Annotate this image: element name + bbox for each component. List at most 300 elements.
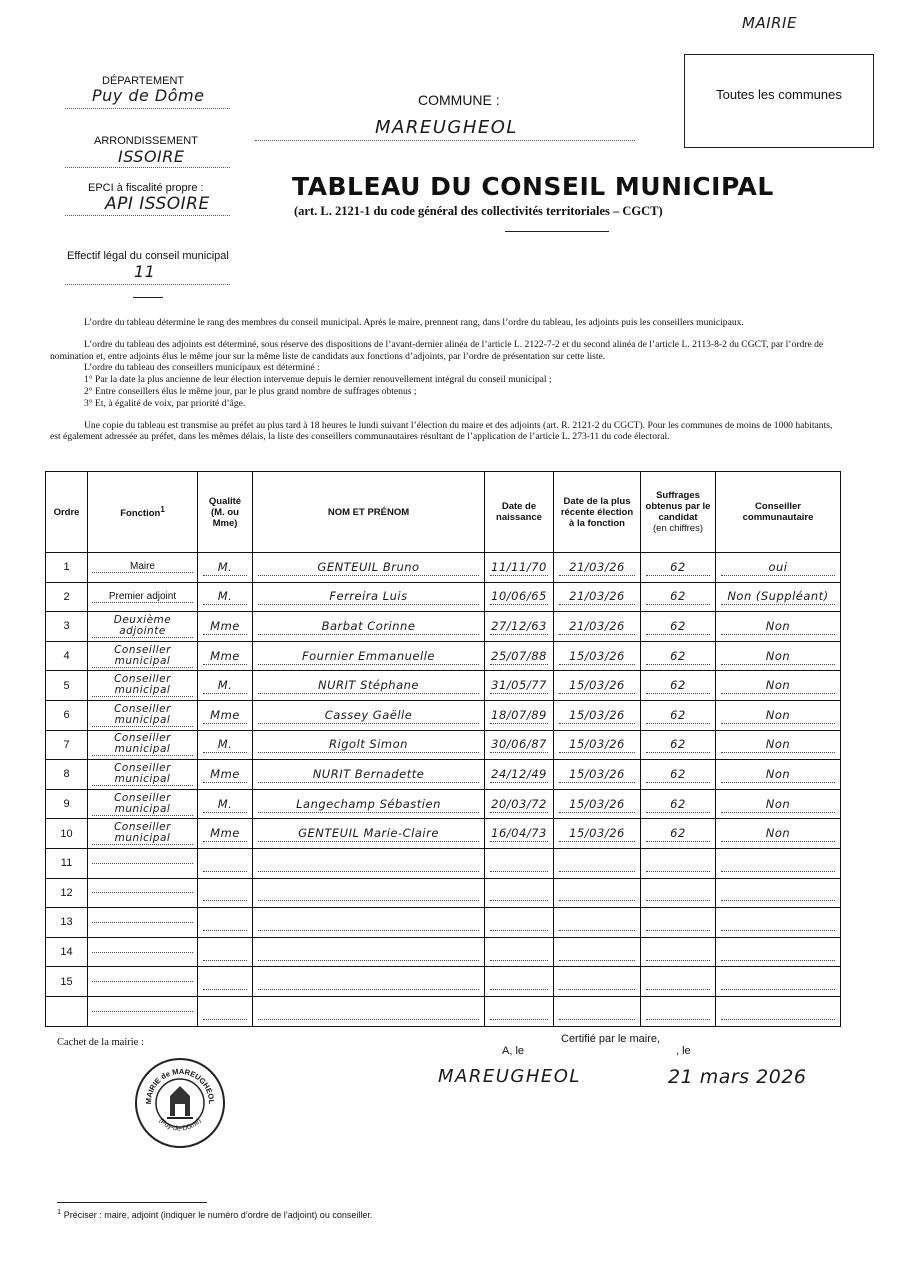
cell-communautaire-value	[721, 855, 835, 872]
cell-fonction	[88, 967, 198, 997]
cell-fonction-value: Conseiller municipal	[92, 704, 193, 727]
cell-communautaire	[716, 878, 841, 908]
cell-communautaire	[716, 819, 841, 849]
cell-election	[554, 671, 641, 701]
intro-p6: 3° Et, à égalité de voix, par priorité d’âge.	[84, 397, 246, 409]
cell-suffrages-value	[646, 1003, 710, 1020]
cell-nom-value: Langechamp Sébastien	[258, 796, 479, 813]
cell-suffrages	[641, 612, 716, 642]
cell-suffrages-value: 62	[646, 677, 710, 694]
cell-qualite	[198, 996, 253, 1026]
cell-naissance	[485, 908, 554, 938]
cell-naissance-value: 20/03/72	[491, 796, 547, 811]
page-title: TABLEAU DU CONSEIL MUNICIPAL	[292, 172, 774, 201]
table-row	[46, 967, 841, 997]
cell-naissance	[485, 878, 554, 908]
cell-communautaire-value: oui	[721, 559, 835, 576]
cell-suffrages	[641, 700, 716, 730]
cell-communautaire-value	[721, 944, 835, 961]
cell-election	[554, 760, 641, 790]
cell-nom-value: NURIT Bernadette	[258, 766, 479, 783]
cell-election-value: 21/03/26	[559, 588, 635, 605]
cell-naissance-value: 18/07/89	[491, 707, 547, 722]
cell-communautaire-value	[721, 914, 835, 931]
cell-qualite	[198, 937, 253, 967]
cell-naissance	[485, 700, 554, 730]
cell-qualite-value	[203, 973, 247, 990]
cell-election-value: 15/03/26	[559, 707, 635, 724]
cell-suffrages	[641, 848, 716, 878]
cell-fonction-value: Conseiller municipal	[92, 733, 193, 756]
cell-suffrages-value: 62	[646, 825, 710, 842]
header-election: Date de la plus récente élection à la fonction	[554, 472, 641, 553]
table-body	[46, 553, 841, 1027]
cell-naissance-value: 16/04/73	[491, 826, 547, 841]
cell-naissance-value: 24/12/49	[491, 766, 547, 781]
corner-note: MAIRIE	[742, 14, 797, 32]
cell-election-value: 21/03/26	[559, 559, 635, 576]
cell-fonction-value: Premier adjoint	[92, 591, 193, 603]
cell-nom-value	[258, 944, 479, 961]
header-suffrages	[641, 472, 716, 553]
cell-qualite	[198, 760, 253, 790]
cell-suffrages-value: 62	[646, 648, 710, 665]
cell-naissance	[485, 671, 554, 701]
departement-value: Puy de Dôme	[92, 86, 205, 105]
table-row	[46, 760, 841, 790]
cell-qualite-value	[203, 944, 247, 961]
cell-communautaire-value	[721, 884, 835, 901]
table-row	[46, 700, 841, 730]
cell-suffrages	[641, 819, 716, 849]
table-row	[46, 848, 841, 878]
cell-ordre: 14	[46, 937, 88, 967]
cell-naissance-value	[490, 1003, 548, 1020]
cell-communautaire	[716, 848, 841, 878]
cell-naissance	[485, 996, 554, 1026]
cell-naissance	[485, 553, 554, 583]
cell-naissance	[485, 937, 554, 967]
cell-nom-value	[258, 1003, 479, 1020]
cell-suffrages-value: 62	[646, 618, 710, 635]
cell-fonction-value: Conseiller municipal	[92, 822, 193, 845]
cell-qualite-value: M.	[203, 588, 247, 605]
cell-nom	[253, 819, 485, 849]
cell-fonction	[88, 612, 198, 642]
cell-fonction-value: Conseiller municipal	[92, 645, 193, 668]
cell-naissance-value	[490, 914, 548, 931]
arrondissement-value: ISSOIRE	[118, 147, 185, 166]
cell-qualite-value: M.	[203, 559, 247, 576]
cell-suffrages-value	[646, 973, 710, 990]
cell-suffrages-value: 62	[646, 736, 710, 753]
cell-election	[554, 878, 641, 908]
cell-communautaire-value	[721, 973, 835, 990]
cell-fonction-value: Maire	[92, 561, 193, 573]
cell-qualite	[198, 789, 253, 819]
header-fonction-text: Fonction	[120, 508, 161, 520]
signature-date: 21 mars 2026	[668, 1066, 807, 1088]
cell-qualite	[198, 967, 253, 997]
cell-communautaire	[716, 937, 841, 967]
header-fonction	[88, 472, 198, 553]
cell-election-value: 21/03/26	[559, 618, 635, 635]
signature-place: MAREUGHEOL	[438, 1066, 581, 1087]
cell-suffrages-value: 62	[646, 796, 710, 813]
cell-communautaire-value: Non	[721, 736, 835, 753]
page-subtitle: (art. L. 2121-1 du code général des collectivités territoriales – CGCT)	[294, 204, 663, 218]
cell-qualite-value: M.	[203, 796, 247, 813]
table-row	[46, 671, 841, 701]
cell-election-value: 15/03/26	[559, 796, 635, 813]
departement-label: DÉPARTEMENT	[102, 75, 185, 87]
cell-nom-value: Barbat Corinne	[258, 618, 479, 635]
header-suffrages-text: Suffrages obtenus par le candidat	[645, 490, 711, 523]
cell-nom	[253, 700, 485, 730]
stamp-graphic	[137, 1060, 223, 1146]
cell-qualite	[198, 553, 253, 583]
table-header-row	[46, 472, 841, 553]
cell-election	[554, 789, 641, 819]
cell-nom-value: NURIT Stéphane	[258, 677, 479, 694]
cell-suffrages	[641, 671, 716, 701]
table-row	[46, 819, 841, 849]
table-row	[46, 789, 841, 819]
cell-nom	[253, 967, 485, 997]
cell-ordre: 6	[46, 700, 88, 730]
cell-naissance-value	[490, 855, 548, 872]
cell-fonction-value: Conseiller municipal	[92, 674, 193, 697]
cell-qualite-value: Mme	[203, 825, 247, 842]
cell-ordre: 9	[46, 789, 88, 819]
cell-election-value: 15/03/26	[559, 766, 635, 783]
header-communautaire: Conseiller communautaire	[716, 472, 841, 553]
cell-communautaire	[716, 730, 841, 760]
cell-naissance	[485, 730, 554, 760]
communes-box	[684, 54, 874, 148]
cell-suffrages-value	[646, 944, 710, 961]
intro-p1: L’ordre du tableau détermine le rang des membres du conseil municipal. Après le maire, prennent rang, dans l’ordre du tableau, les adjoints puis les conseillers municipaux.	[84, 317, 744, 328]
cell-qualite	[198, 700, 253, 730]
cell-suffrages-value: 62	[646, 559, 710, 576]
cell-ordre: 8	[46, 760, 88, 790]
intro-p4: 1° Par la date la plus ancienne de leur élection intervenue depuis le dernier renouvellement intégral du conseil municipal ;	[84, 374, 552, 386]
cell-naissance	[485, 789, 554, 819]
cell-naissance	[485, 641, 554, 671]
table-row	[46, 582, 841, 612]
cell-nom	[253, 937, 485, 967]
cell-fonction-value	[92, 892, 193, 893]
cell-communautaire-value: Non	[721, 707, 835, 724]
cell-nom	[253, 582, 485, 612]
effectif-line	[65, 284, 230, 285]
cell-nom-value	[258, 884, 479, 901]
cell-suffrages	[641, 967, 716, 997]
cell-fonction	[88, 700, 198, 730]
a-le-label: A, le	[502, 1045, 525, 1057]
cachet-label: Cachet de la mairie :	[57, 1037, 144, 1048]
cell-election-value: 15/03/26	[559, 736, 635, 753]
cell-ordre: 11	[46, 848, 88, 878]
cell-communautaire-value: Non	[721, 677, 835, 694]
cell-election	[554, 937, 641, 967]
cell-fonction	[88, 582, 198, 612]
cell-election-value	[559, 1003, 635, 1020]
cell-communautaire-value: Non	[721, 796, 835, 813]
cell-nom	[253, 730, 485, 760]
communes-box-text: Toutes les communes	[716, 87, 842, 102]
cell-nom	[253, 553, 485, 583]
cell-suffrages-value	[646, 884, 710, 901]
le-label: , le	[676, 1045, 691, 1057]
cell-qualite	[198, 878, 253, 908]
cell-nom-value	[258, 914, 479, 931]
cell-election-value	[559, 914, 635, 931]
cell-qualite	[198, 848, 253, 878]
cell-election-value: 15/03/26	[559, 677, 635, 694]
cell-election	[554, 582, 641, 612]
cell-ordre	[46, 996, 88, 1026]
cell-nom-value: Fournier Emmanuelle	[258, 648, 479, 665]
table-row	[46, 730, 841, 760]
cell-ordre: 12	[46, 878, 88, 908]
cell-communautaire	[716, 612, 841, 642]
cell-naissance-value: 31/05/77	[491, 678, 547, 693]
cell-fonction	[88, 789, 198, 819]
cell-election-value	[559, 855, 635, 872]
cell-fonction	[88, 878, 198, 908]
cell-ordre: 7	[46, 730, 88, 760]
epci-value: API ISSOIRE	[105, 194, 210, 214]
arrondissement-line	[65, 167, 230, 168]
cell-nom	[253, 641, 485, 671]
intro-text	[50, 317, 845, 443]
stamp-top-text: MAIRIE de MAREUGHEOL	[143, 1066, 217, 1105]
cell-communautaire-value: Non	[721, 648, 835, 665]
cell-qualite	[198, 908, 253, 938]
cell-fonction-value	[92, 981, 193, 982]
cell-communautaire	[716, 582, 841, 612]
stamp-emblem-icon	[167, 1086, 193, 1118]
cell-nom-value	[258, 855, 479, 872]
intro-p2: L’ordre du tableau des adjoints est déterminé, sous réserve des dispositions de l’avant-dernier alinéa de l’article L. 2122-7-2 et du second alinéa de l’article L. 2113-8-2 du CGCT, par l’ordre de nomination et, entre adjoints élus le même jour sur la même liste de candidats aux fonctions d’adjoints, par l’ordre de présentation sur cette liste.	[50, 338, 824, 362]
cell-election	[554, 641, 641, 671]
cell-naissance-value	[490, 973, 548, 990]
cell-suffrages	[641, 760, 716, 790]
cell-fonction-value: Conseiller municipal	[92, 763, 193, 786]
cell-election	[554, 908, 641, 938]
cell-suffrages	[641, 878, 716, 908]
cell-suffrages-value: 62	[646, 707, 710, 724]
cell-suffrages	[641, 937, 716, 967]
arrondissement-label: ARRONDISSEMENT	[94, 135, 198, 147]
cell-nom	[253, 908, 485, 938]
cell-nom	[253, 878, 485, 908]
table-row	[46, 937, 841, 967]
cell-fonction-value	[92, 952, 193, 953]
cell-communautaire	[716, 553, 841, 583]
cell-election-value: 15/03/26	[559, 648, 635, 665]
cell-suffrages	[641, 553, 716, 583]
cell-election-value	[559, 944, 635, 961]
cell-qualite-value	[203, 884, 247, 901]
cell-naissance-value: 10/06/65	[491, 589, 547, 604]
departement-line	[65, 108, 230, 109]
header-suffrages-sub: (en chiffres)	[653, 523, 703, 534]
table-row	[46, 908, 841, 938]
cell-suffrages	[641, 789, 716, 819]
cell-election	[554, 553, 641, 583]
cell-suffrages	[641, 582, 716, 612]
cell-communautaire	[716, 908, 841, 938]
cell-qualite-value	[203, 914, 247, 931]
cell-naissance-value	[490, 944, 548, 961]
table-row	[46, 553, 841, 583]
cell-communautaire	[716, 967, 841, 997]
cell-ordre: 1	[46, 553, 88, 583]
cell-communautaire	[716, 700, 841, 730]
cell-fonction	[88, 641, 198, 671]
cell-naissance-value	[490, 884, 548, 901]
cell-suffrages	[641, 730, 716, 760]
cell-ordre: 15	[46, 967, 88, 997]
cell-naissance-value: 25/07/88	[491, 648, 547, 663]
cell-nom-value: GENTEUIL Marie-Claire	[258, 825, 479, 842]
cell-nom	[253, 671, 485, 701]
header-nom: NOM ET PRÉNOM	[253, 472, 485, 553]
intro-p3: L’ordre du tableau des conseillers municipaux est déterminé :	[84, 362, 320, 374]
header-ordre: Ordre	[46, 472, 88, 553]
cell-election	[554, 730, 641, 760]
footnote-rule	[57, 1202, 207, 1203]
cell-election	[554, 967, 641, 997]
cell-election	[554, 996, 641, 1026]
intro-p5: 2° Entre conseillers élus le même jour, par le plus grand nombre de suffrages obtenus ;	[84, 385, 417, 397]
cell-fonction-value: Deuxième adjointe	[92, 615, 193, 638]
cell-nom	[253, 760, 485, 790]
council-table	[45, 471, 841, 1027]
footnote-text: Préciser : maire, adjoint (indiquer le numéro d’ordre de l’adjoint) ou conseiller.	[63, 1210, 373, 1220]
cell-nom-value: Ferreira Luis	[258, 588, 479, 605]
cell-nom-value: Rigolt Simon	[258, 736, 479, 753]
cell-nom	[253, 996, 485, 1026]
cell-nom	[253, 612, 485, 642]
cell-naissance	[485, 848, 554, 878]
cell-election-value	[559, 973, 635, 990]
cell-fonction	[88, 937, 198, 967]
commune-line	[255, 140, 635, 141]
cell-qualite	[198, 641, 253, 671]
cell-fonction-value	[92, 863, 193, 864]
cell-communautaire	[716, 671, 841, 701]
table-row	[46, 996, 841, 1026]
cell-ordre: 10	[46, 819, 88, 849]
cell-qualite	[198, 671, 253, 701]
footnote-mark: 1	[57, 1207, 62, 1216]
cell-naissance	[485, 967, 554, 997]
cell-qualite	[198, 612, 253, 642]
cell-election	[554, 819, 641, 849]
table-row	[46, 612, 841, 642]
cell-fonction	[88, 760, 198, 790]
cell-suffrages	[641, 641, 716, 671]
cell-election-value	[559, 884, 635, 901]
cell-ordre: 3	[46, 612, 88, 642]
effectif-value: 11	[134, 262, 156, 281]
header-naissance: Date de naissance	[485, 472, 554, 553]
intro-p7: Une copie du tableau est transmise au préfet au plus tard à 18 heures le lundi suivant l’élection du maire et des adjoints (art. R. 2121-2 du CGCT). Pour les communes de moins de 1000 habitants, est également adressée au préfet, dans les mêmes délais, la liste des conseillers communautaires résultant de l’application de l’article L. 273-11 du code électoral.	[50, 419, 833, 443]
cell-fonction	[88, 671, 198, 701]
epci-line	[65, 215, 230, 216]
cell-election-value: 15/03/26	[559, 825, 635, 842]
cell-qualite-value: Mme	[203, 618, 247, 635]
title-rule	[505, 231, 609, 232]
stamp-bottom-text: (Puy-de-Dôme)	[157, 1117, 203, 1133]
effectif-underline	[133, 297, 163, 298]
commune-label: COMMUNE :	[418, 92, 500, 108]
cell-suffrages	[641, 908, 716, 938]
cell-nom-value: Cassey Gaëlle	[258, 707, 479, 724]
cell-qualite-value: M.	[203, 677, 247, 694]
cell-ordre: 4	[46, 641, 88, 671]
cell-ordre: 5	[46, 671, 88, 701]
commune-value: MAREUGHEOL	[375, 117, 518, 138]
cell-fonction	[88, 730, 198, 760]
cell-naissance	[485, 760, 554, 790]
certifie-label: Certifié par le maire,	[561, 1033, 661, 1045]
header-fonction-sup: 1	[160, 505, 165, 515]
cell-communautaire-value	[721, 1003, 835, 1020]
cell-qualite	[198, 582, 253, 612]
cell-suffrages-value	[646, 914, 710, 931]
cell-naissance-value: 30/06/87	[491, 737, 547, 752]
cell-suffrages-value: 62	[646, 766, 710, 783]
cell-communautaire	[716, 641, 841, 671]
cell-naissance	[485, 582, 554, 612]
cell-fonction-value	[92, 922, 193, 923]
cell-communautaire-value: Non	[721, 766, 835, 783]
cell-ordre: 13	[46, 908, 88, 938]
cell-election	[554, 612, 641, 642]
cell-communautaire	[716, 760, 841, 790]
table-row	[46, 878, 841, 908]
cell-nom	[253, 848, 485, 878]
table-row	[46, 641, 841, 671]
cell-suffrages-value: 62	[646, 588, 710, 605]
cell-fonction-value: Conseiller municipal	[92, 793, 193, 816]
cell-qualite-value: Mme	[203, 766, 247, 783]
cell-fonction	[88, 996, 198, 1026]
cell-communautaire-value: Non	[721, 618, 835, 635]
effectif-label: Effectif légal du conseil municipal	[67, 250, 229, 262]
cell-qualite-value	[203, 855, 247, 872]
cell-suffrages	[641, 996, 716, 1026]
cell-qualite	[198, 819, 253, 849]
cell-communautaire-value: Non	[721, 825, 835, 842]
cell-qualite-value: Mme	[203, 707, 247, 724]
cell-qualite-value: Mme	[203, 648, 247, 665]
cell-election	[554, 848, 641, 878]
cell-naissance	[485, 819, 554, 849]
cell-communautaire	[716, 996, 841, 1026]
cell-nom-value: GENTEUIL Bruno	[258, 559, 479, 576]
epci-label: EPCI à fiscalité propre :	[88, 182, 204, 194]
cell-fonction	[88, 848, 198, 878]
cell-ordre: 2	[46, 582, 88, 612]
cell-communautaire-value: Non (Suppléant)	[721, 588, 835, 605]
cell-election	[554, 700, 641, 730]
cell-fonction	[88, 819, 198, 849]
